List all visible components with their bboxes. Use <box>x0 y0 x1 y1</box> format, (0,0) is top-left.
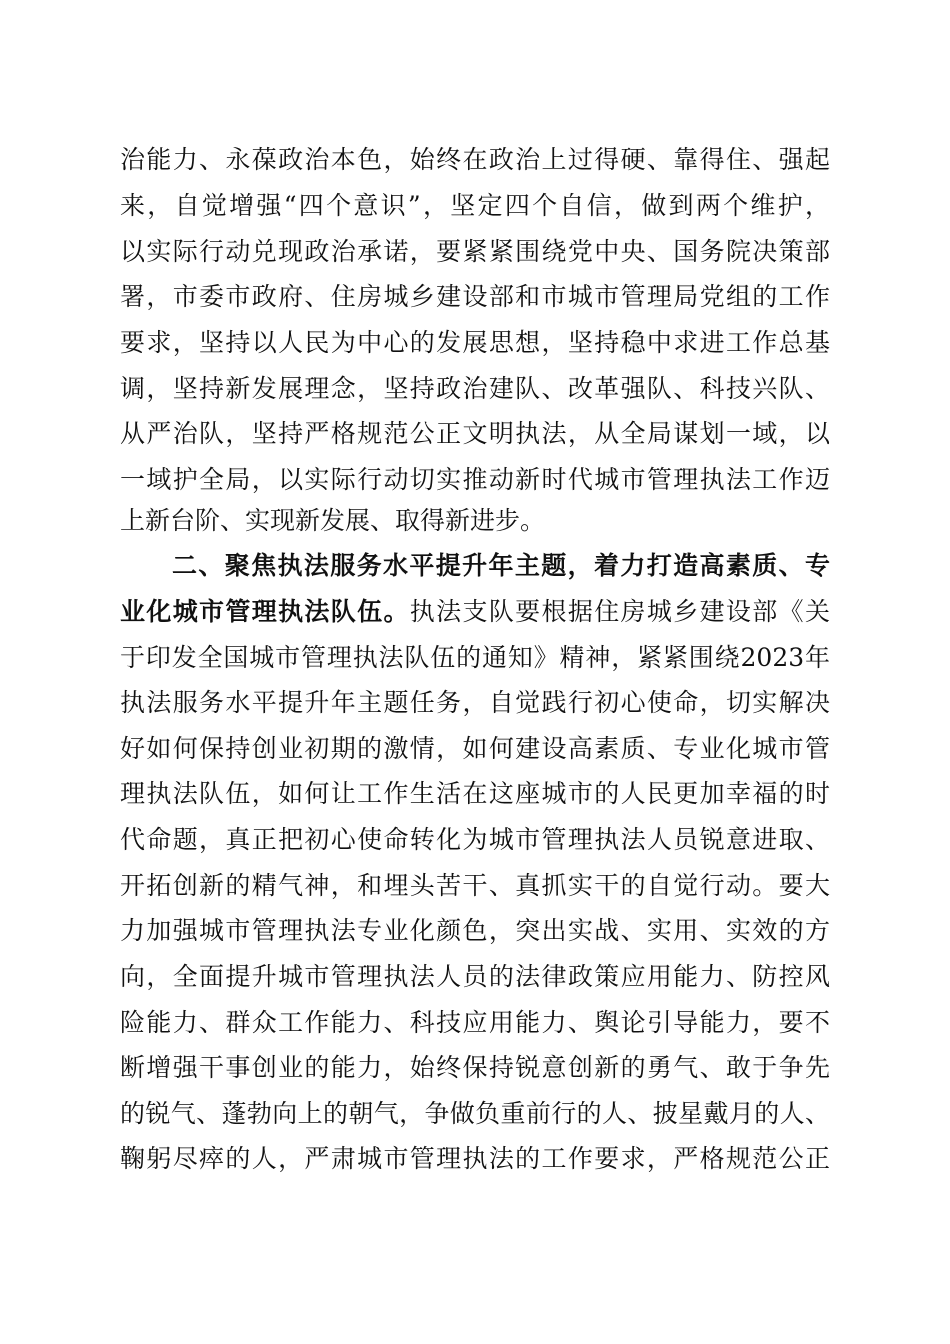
paragraph-line: 于印发全国城市管理执法队伍的通知》精神，紧紧围绕2023年 <box>120 643 830 672</box>
paragraph-line: 调，坚持新发展理念，坚持政治建队、改革强队、科技兴队、 <box>120 374 830 403</box>
paragraph-line: 执法服务水平提升年主题任务，自觉践行初心使命，切实解决 <box>120 688 830 717</box>
paragraph-line: 署，市委市政府、住房城乡建设部和市城市管理局党组的工作 <box>120 282 830 311</box>
paragraph-line: 要求，坚持以人民为中心的发展思想，坚持稳中求进工作总基 <box>120 328 830 357</box>
paragraph-line: 力加强城市管理执法专业化颜色，突出实战、实用、实效的方 <box>120 916 830 945</box>
paragraph-line: 一域护全局，以实际行动切实推动新时代城市管理执法工作迈 <box>120 465 830 494</box>
paragraph-line: 从严治队，坚持严格规范公正文明执法，从全局谋划一域，以 <box>120 419 830 448</box>
section-heading-line-1: 二、聚焦执法服务水平提升年主题，着力打造高素质、专 <box>172 551 830 580</box>
paragraph-line: 险能力、群众工作能力、科技应用能力、舆论引导能力，要不 <box>120 1008 830 1037</box>
section-heading-tail: 业化城市管理执法队伍。 <box>120 597 410 626</box>
paragraph-line: 的锐气、蓬勃向上的朝气，争做负重前行的人、披星戴月的人、 <box>120 1099 830 1128</box>
paragraph-line: 开拓创新的精气神，和埋头苦干、真抓实干的自觉行动。要大 <box>120 871 830 900</box>
paragraph-line: 上新台阶、实现新发展、取得新进步。 <box>120 506 546 535</box>
paragraph-line: 治能力、永葆政治本色，始终在政治上过得硬、靠得住、强起 <box>120 145 830 174</box>
paragraph-text: 执法支队要根据住房城乡建设部《关 <box>409 597 830 626</box>
paragraph-line: 向，全面提升城市管理执法人员的法律政策应用能力、防控风 <box>120 962 830 991</box>
paragraph-line: 断增强干事创业的能力，始终保持锐意创新的勇气、敢于争先 <box>120 1053 830 1082</box>
paragraph-line: 理执法队伍，如何让工作生活在这座城市的人民更加幸福的时 <box>120 779 830 808</box>
section-heading-line-2 <box>120 590 830 634</box>
paragraph-line: 代命题，真正把初心使命转化为城市管理执法人员锐意进取、 <box>120 825 830 854</box>
paragraph-line: 以实际行动兑现政治承诺，要紧紧围绕党中央、国务院决策部 <box>120 237 830 266</box>
paragraph-line: 来，自觉增强“四个意识”，坚定四个自信，做到两个维护， <box>120 191 830 220</box>
paragraph-line: 鞠躬尽瘁的人，严肃城市管理执法的工作要求，严格规范公正 <box>120 1144 830 1173</box>
paragraph-line: 好如何保持创业初期的激情，如何建设高素质、专业化城市管 <box>120 734 830 763</box>
